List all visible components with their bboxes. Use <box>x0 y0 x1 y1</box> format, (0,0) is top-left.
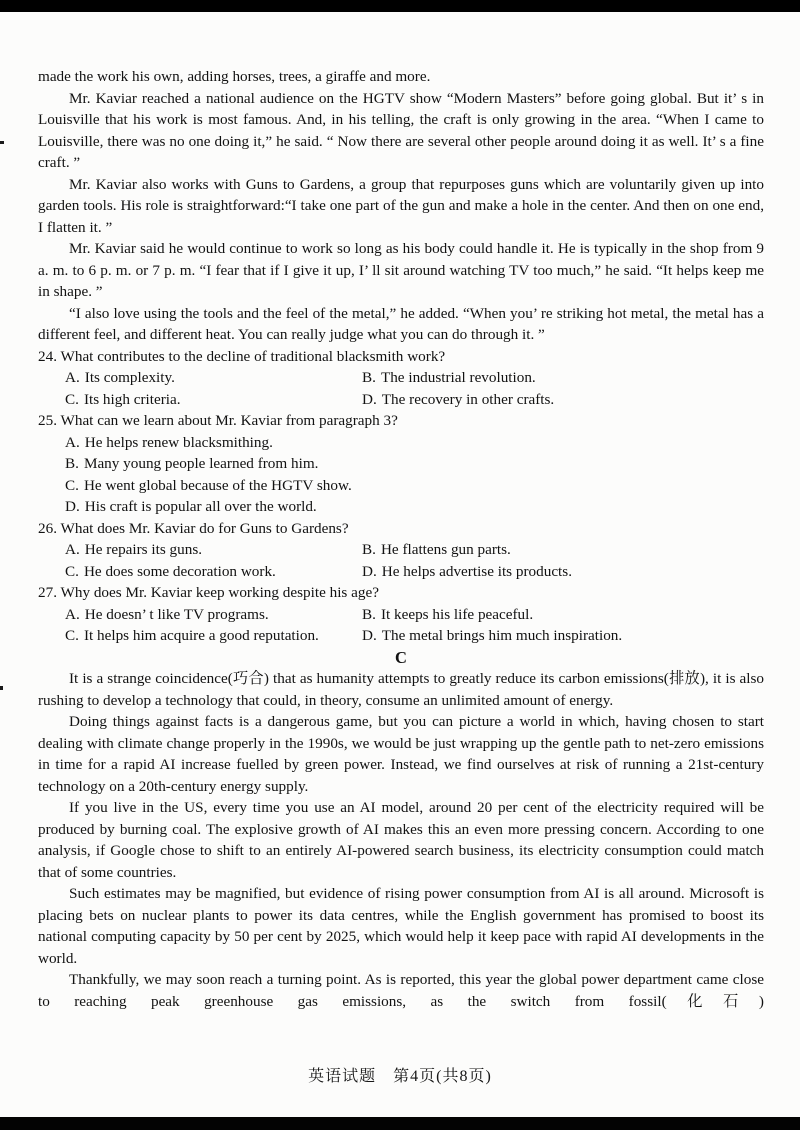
option-25-D-label: D. <box>65 498 80 515</box>
option-26-D-label: D. <box>362 562 377 580</box>
scan-edge-top <box>0 0 800 12</box>
option-26-D-text: He helps advertise its products. <box>381 562 572 580</box>
passage-c-paragraph-5: Thankfully, we may soon reach a turning point. As is reported, this year the global power department came close to reaching peak greenhouse gas emissions, as the switch from fossil(化石) <box>38 971 764 1010</box>
option-24-A <box>65 367 362 389</box>
option-26-A <box>65 539 362 561</box>
option-26-C-text: He does some decoration work. <box>83 562 276 580</box>
option-24-B-label: B. <box>362 369 376 386</box>
question-26-number: 26. <box>38 519 57 537</box>
option-25-A-label: A. <box>65 433 80 451</box>
question-27-text: Why does Mr. Kaviar keep working despite his age? <box>60 584 379 601</box>
option-25-A-text: He helps renew blacksmithing. <box>84 433 273 451</box>
option-24-A-text: Its complexity. <box>84 369 175 386</box>
option-25-A <box>65 432 764 454</box>
option-25-B-label: B. <box>65 455 79 472</box>
option-26-C-label: C. <box>65 562 79 580</box>
question-24-options <box>65 367 764 410</box>
option-27-A <box>65 604 362 626</box>
option-26-B-label: B. <box>362 541 376 558</box>
question-27-number: 27. <box>38 584 57 601</box>
passage-c-paragraph-2: Doing things against facts is a dangerous game, but you can picture a world in which, having chosen to start dealing with climate change properly in the 1990s, we would be just wrapping up the gentle path to net-zero emissions in time for a rapid AI increase fuelled by green power. Instead, we find ourselves at risk of running a 21st-century technology on a 20th-century energy supply. <box>38 713 764 795</box>
question-24-number: 24. <box>38 347 57 365</box>
option-24-D <box>362 389 764 411</box>
question-27-options <box>65 604 764 647</box>
option-27-A-label: A. <box>65 605 80 623</box>
scan-artifact <box>0 141 4 144</box>
option-26-A-label: A. <box>65 541 80 558</box>
option-27-D-text: The metal brings him much inspiration. <box>381 627 623 644</box>
option-24-B-text: The industrial revolution. <box>380 369 536 386</box>
option-24-A-label: A. <box>65 369 80 386</box>
option-27-D-label: D. <box>362 627 377 644</box>
passage-c-paragraph-1: It is a strange coincidence(巧合) that as humanity attempts to greatly reduce its carbon emissions(排放), it is also rushing to develop a technology that could, in theory, consume an unlimited amount of energy. <box>38 670 764 709</box>
question-26-options <box>65 539 764 582</box>
option-26-C <box>65 561 362 583</box>
option-25-C-text: He went global because of the HGTV show. <box>83 476 352 494</box>
passage-c-paragraph-4: Such estimates may be magnified, but evidence of rising power consumption from AI is all around. Microsoft is placing bets on nuclear plants to power its data centres, while the English government has promised to boost its national computing capacity by 50 per cent by 2025, which would help it keep pace with rapid AI developments in the world. <box>38 885 764 967</box>
passage-b-paragraph-2: Mr. Kaviar reached a national audience on the HGTV show “Modern Masters” before going global. But it’ s in Louisville that his work is most famous. And, in his telling, the craft is only growing in the area. “When I came to Louisville, there was no one doing it,” he said. “ Now there are several other people around doing it as well. It’ s a fine craft. ” <box>38 89 764 171</box>
option-25-C <box>65 475 764 497</box>
question-25-number: 25. <box>38 412 57 429</box>
option-27-C <box>65 625 362 647</box>
option-25-D-text: His craft is popular all over the world. <box>84 498 317 515</box>
passage-b-paragraph-1: made the work his own, adding horses, trees, a giraffe and more. <box>38 68 431 85</box>
option-26-D <box>362 561 764 583</box>
question-25-options <box>65 432 764 518</box>
option-24-D-text: The recovery in other crafts. <box>381 390 555 408</box>
option-25-C-label: C. <box>65 476 79 494</box>
option-24-C <box>65 389 362 411</box>
question-24 <box>38 346 764 368</box>
passage-c-paragraph-3: If you live in the US, every time you use an AI model, around 20 per cent of the electricity required will be produced by burning coal. The explosive growth of AI makes this an even more pressing concern. According to one analysis, if Google chose to shift to an entirely AI-powered search business, its electricity consumption could match that of some countries. <box>38 799 764 881</box>
option-27-A-text: He doesn’ t like TV programs. <box>84 605 269 623</box>
option-24-C-label: C. <box>65 390 79 408</box>
option-26-A-text: He repairs its guns. <box>84 541 203 558</box>
option-26-B-text: He flattens gun parts. <box>380 541 511 558</box>
option-26-B <box>362 539 764 561</box>
section-c-heading: C <box>395 647 407 667</box>
option-25-D <box>65 496 764 518</box>
page-footer: 英语试题 第4页(共8页) <box>308 1068 492 1085</box>
page-content <box>38 66 764 1012</box>
question-24-text: What contributes to the decline of traditional blacksmith work? <box>60 347 446 365</box>
option-24-D-label: D. <box>362 390 377 408</box>
scan-edge-bottom <box>0 1117 800 1130</box>
question-26-text: What does Mr. Kaviar do for Guns to Gardens? <box>60 519 349 537</box>
option-27-C-text: It helps him acquire a good reputation. <box>83 627 319 644</box>
option-27-B-label: B. <box>362 605 376 623</box>
question-27 <box>38 582 764 604</box>
question-25 <box>38 410 764 432</box>
option-25-B-text: Many young people learned from him. <box>83 455 319 472</box>
option-24-B <box>362 367 764 389</box>
option-25-B <box>65 453 764 475</box>
option-27-B <box>362 604 764 626</box>
passage-b-paragraph-3: Mr. Kaviar also works with Guns to Gardens, a group that repurposes guns which are voluntarily given up into garden tools. His role is straightforward:“I take one part of the gun and make a hole in the center. And then on one end, I flatten it. ” <box>38 175 764 236</box>
option-27-D <box>362 625 764 647</box>
question-25-text: What can we learn about Mr. Kaviar from paragraph 3? <box>60 412 398 429</box>
scan-artifact <box>0 686 3 690</box>
passage-b-paragraph-5: “I also love using the tools and the feel of the metal,” he added. “When you’ re striking hot metal, the metal has a different feel, and different heat. You can really judge what you can do through it. ” <box>38 304 764 343</box>
option-24-C-text: Its high criteria. <box>83 390 181 408</box>
passage-b-paragraph-4: Mr. Kaviar said he would continue to work so long as his body could handle it. He is typically in the shop from 9 a. m. to 6 p. m. or 7 p. m. “I fear that if I give it up, I’ ll sit around watching TV too much,” he said. “It helps keep me in shape. ” <box>38 240 764 300</box>
question-26 <box>38 518 764 540</box>
option-27-B-text: It keeps his life peaceful. <box>380 605 534 623</box>
option-27-C-label: C. <box>65 627 79 644</box>
